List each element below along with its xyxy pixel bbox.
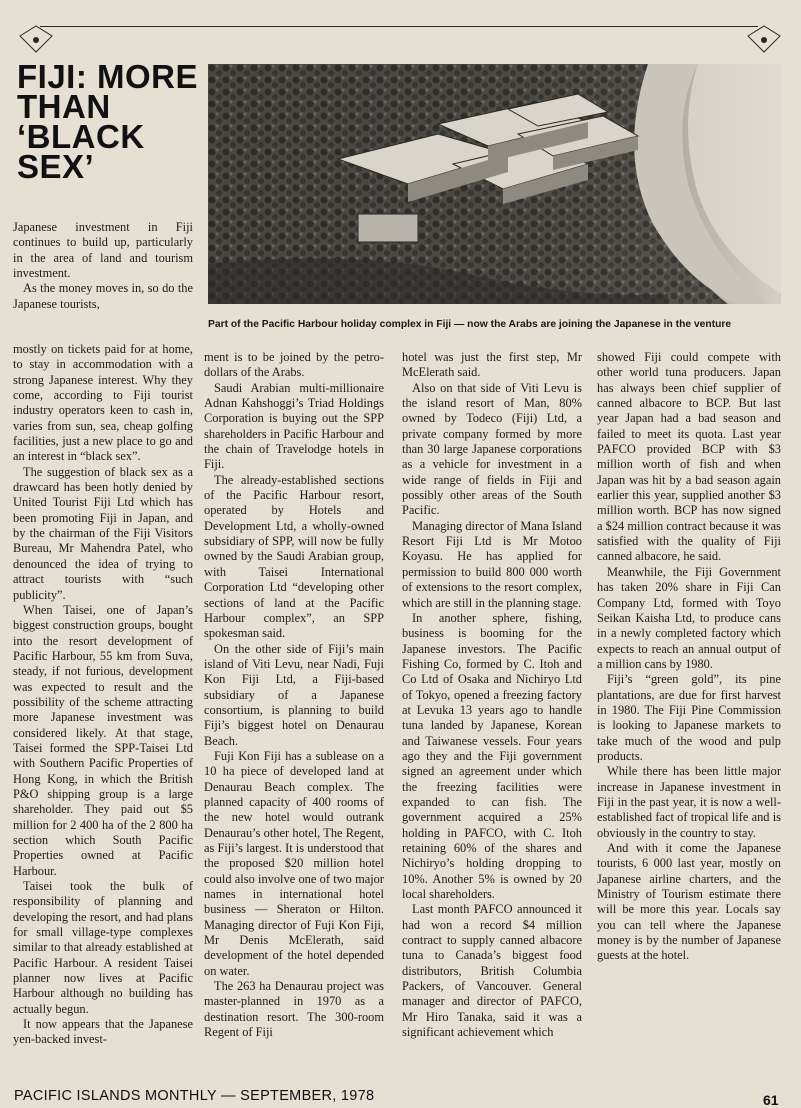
paragraph: Managing director of Mana Island Resort Fiji Ltd is Mr Motoo Koyasu. He has applied for permission to build 800 000 worth of extensions to the resort complex, which are still in the planning stage.	[402, 518, 582, 610]
paragraph: While there has been little major increase in Japanese investment in Fiji in the past year, it is now a well-established fact of tropical life and is obviously in the country to stay.	[597, 764, 781, 840]
paragraph: As the money moves in, so do the Japanese tourists,	[13, 281, 193, 311]
paragraph: When Taisei, one of Japan’s biggest construction groups, bought into the resort development of Pacific Harbour, 55 km from Suva, steady, if not furious, development was expected to result and the possibility of the scheme attracting more Japanese investment was considered likely. At that stage, Taisei formed the SPP-Taisei Ltd with Southern Pacific Properties of Hong Kong, in which the British P&O shipping group is a large shareholder. They paid out $5 million for 2 400 ha of the 2 800 ha section which South Pacific Properties owned at Pacific Harbour.	[13, 602, 193, 878]
paragraph: Saudi Arabian multi-millionaire Adnan Kahshoggi’s Triad Holdings Corporation is buying out the SPP shareholders in Pacific Harbour and the chain of Travelodge hotels in Fiji.	[204, 380, 384, 472]
paragraph: In another sphere, fishing, business is booming for the Japanese investors. The Pacific Fishing Co, formed by C. Itoh and Co Ltd of Osaka and Nichiryo Ltd of Tokyo, opened a freezing factory at Levuka 13 years ago to handle tuna landed by Japanese, Korean and Taiwanese vessels. Four years ago they and the Fiji government signed an agreement under which the freezing facilities were expanded to can fish. The government acquired a 25% holding in PAFCO, with C. Itoh retaining 60% of the shares and Nichiryo’s holding dropping to 10%. Another 5% is owned by 20 local shareholders.	[402, 610, 582, 902]
column-4	[597, 350, 781, 964]
article-headline	[17, 58, 205, 185]
paragraph: And with it come the Japanese tourists, 6 000 last year, mostly on Japanese airline charters, and the Ministry of Tourism estimate there will be more this year. Locals say you can tell where the Japanese money is by the number of Japanese guests at the hotel.	[597, 841, 781, 963]
headline-line-1: FIJI: MORE	[17, 58, 199, 95]
headline-line-3: ‘BLACK	[17, 118, 145, 155]
headline-line-4: SEX’	[17, 148, 95, 185]
paragraph: The 263 ha Denaurau project was master-planned in 1970 as a destination resort. The 300-room Regent of Fiji	[204, 979, 384, 1040]
paragraph: mostly on tickets paid for at home, to stay in accommodation with a strong Japanese interest. Why they come, according to Fiji tourist industry operators keen to cash in, varies from sun, sea, cheap golfing facilities, just a new place to go and an interest in “black sex”.	[13, 342, 193, 464]
paragraph: The suggestion of black sex as a drawcard has been hotly denied by United Tourist Fiji Ltd which has been promoting Fiji in Japan, and by the chairman of the Fiji Visitors Bureau, Mr Mahendra Patel, who denounced the idea of trying to attract tourists with “such publicity”.	[13, 464, 193, 602]
paragraph: Taisei took the bulk of responsibility of planning and developing the resort, and had plans for small village-type complexes similar to that already established at Pacific Harbour. A resident Taisei planner now lives at Pacific Harbour although no building has actually begun.	[13, 879, 193, 1016]
column-2	[204, 350, 384, 1040]
paragraph: Fuji Kon Fiji has a sublease on a 10 ha piece of developed land at Denaurau Beach complex. The planned capacity of 400 rooms of the new hotel would outrank Denaurau’s other hotel, The Regent, as Fiji’s largest. It is understood that the proposed $20 million hotel could also involve one of two major names in international hotel business — Sheraton or Hilton. Managing director of Fuji Kon Fiji, Mr Denis McElerath, said development of the hotel depended on water.	[204, 748, 384, 978]
left-ornament-icon	[16, 22, 56, 58]
column-1	[13, 342, 193, 1048]
photo-caption: Part of the Pacific Harbour holiday complex in Fiji — now the Arabs are joining the Japanese in the venture	[208, 319, 732, 330]
headline-line-2: THAN	[17, 88, 111, 125]
paragraph: Last month PAFCO announced it had won a record $4 million contract to supply canned albacore tuna to Canada’s biggest food distributors, British Columbia Packers, of Vancouver. General manager and director of PAFCO, Mr Hiro Tanaka, said it was a significant achievement which	[402, 902, 582, 1040]
column-3	[402, 350, 582, 1040]
column-1-top	[13, 220, 193, 312]
right-ornament-icon	[744, 22, 784, 58]
page-number: 61	[763, 1092, 779, 1108]
publication-footer: PACIFIC ISLANDS MONTHLY — SEPTEMBER, 1978	[14, 1088, 375, 1104]
paragraph: Meanwhile, the Fiji Government has taken 20% share in Fiji Can Company Ltd, formed with Toyo Seikan Kaisha Ltd, to produce cans in a newly completed factory which expects to reach an annual output of a million cans by 1980.	[597, 564, 781, 671]
paragraph: hotel was just the first step, Mr McElerath said.	[402, 350, 582, 380]
paragraph: ment is to be joined by the petro-dollars of the Arabs.	[204, 350, 384, 380]
paragraph: The already-established sections of the Pacific Harbour resort, operated by Hotels and Development Ltd, a wholly-owned subsidiary of SPP, will now be fully owned by the Saudi Arabian group, with Taisei International Corporation Ltd “developing other sections of land at the Pacific Harbour complex”, an SPP spokesman said.	[204, 472, 384, 641]
paragraph: Fiji’s “green gold”, its pine plantations, are due for first harvest in 1980. The Fiji Pine Commission is looking to Japanese markets to take much of the wood and pulp products.	[597, 672, 781, 763]
top-rule	[40, 26, 758, 27]
paragraph: Also on that side of Viti Levu is the island resort of Man, 80% owned by Todeco (Fiji) Ltd, a private company formed by more than 30 large Japanese corporations as a vehicle for investment in a wide range of fields in Fiji and possibly other areas of the South Pacific.	[402, 380, 582, 518]
paragraph: It now appears that the Japanese yen-backed invest-	[13, 1017, 193, 1047]
article-intro: Japanese investment in Fiji continues to build up, particularly in the area of land and tourism investment.	[13, 220, 193, 281]
paragraph: showed Fiji could compete with other world tuna producers. Japan has always been chief supplier of canned albacore to BCP. But last year Japan had a bad season and failed to meet its quota. Last year PAFCO provided BCP with $3 million worth of fish and when Japan was hit by a bad season again earlier this year, supplied another $3 million worth. BCP has now signed a $24 million contract because it was satisfied with the quality of Fiji canned albacore, he said.	[597, 350, 781, 564]
resort-photo	[208, 64, 781, 304]
paragraph: On the other side of Fiji’s main island of Viti Levu, near Nadi, Fuji Kon Fiji Ltd, a Fiji-based subsidiary of a Japanese consortium, is planning to build Fiji’s biggest hotel on Denaurau Beach.	[204, 641, 384, 748]
